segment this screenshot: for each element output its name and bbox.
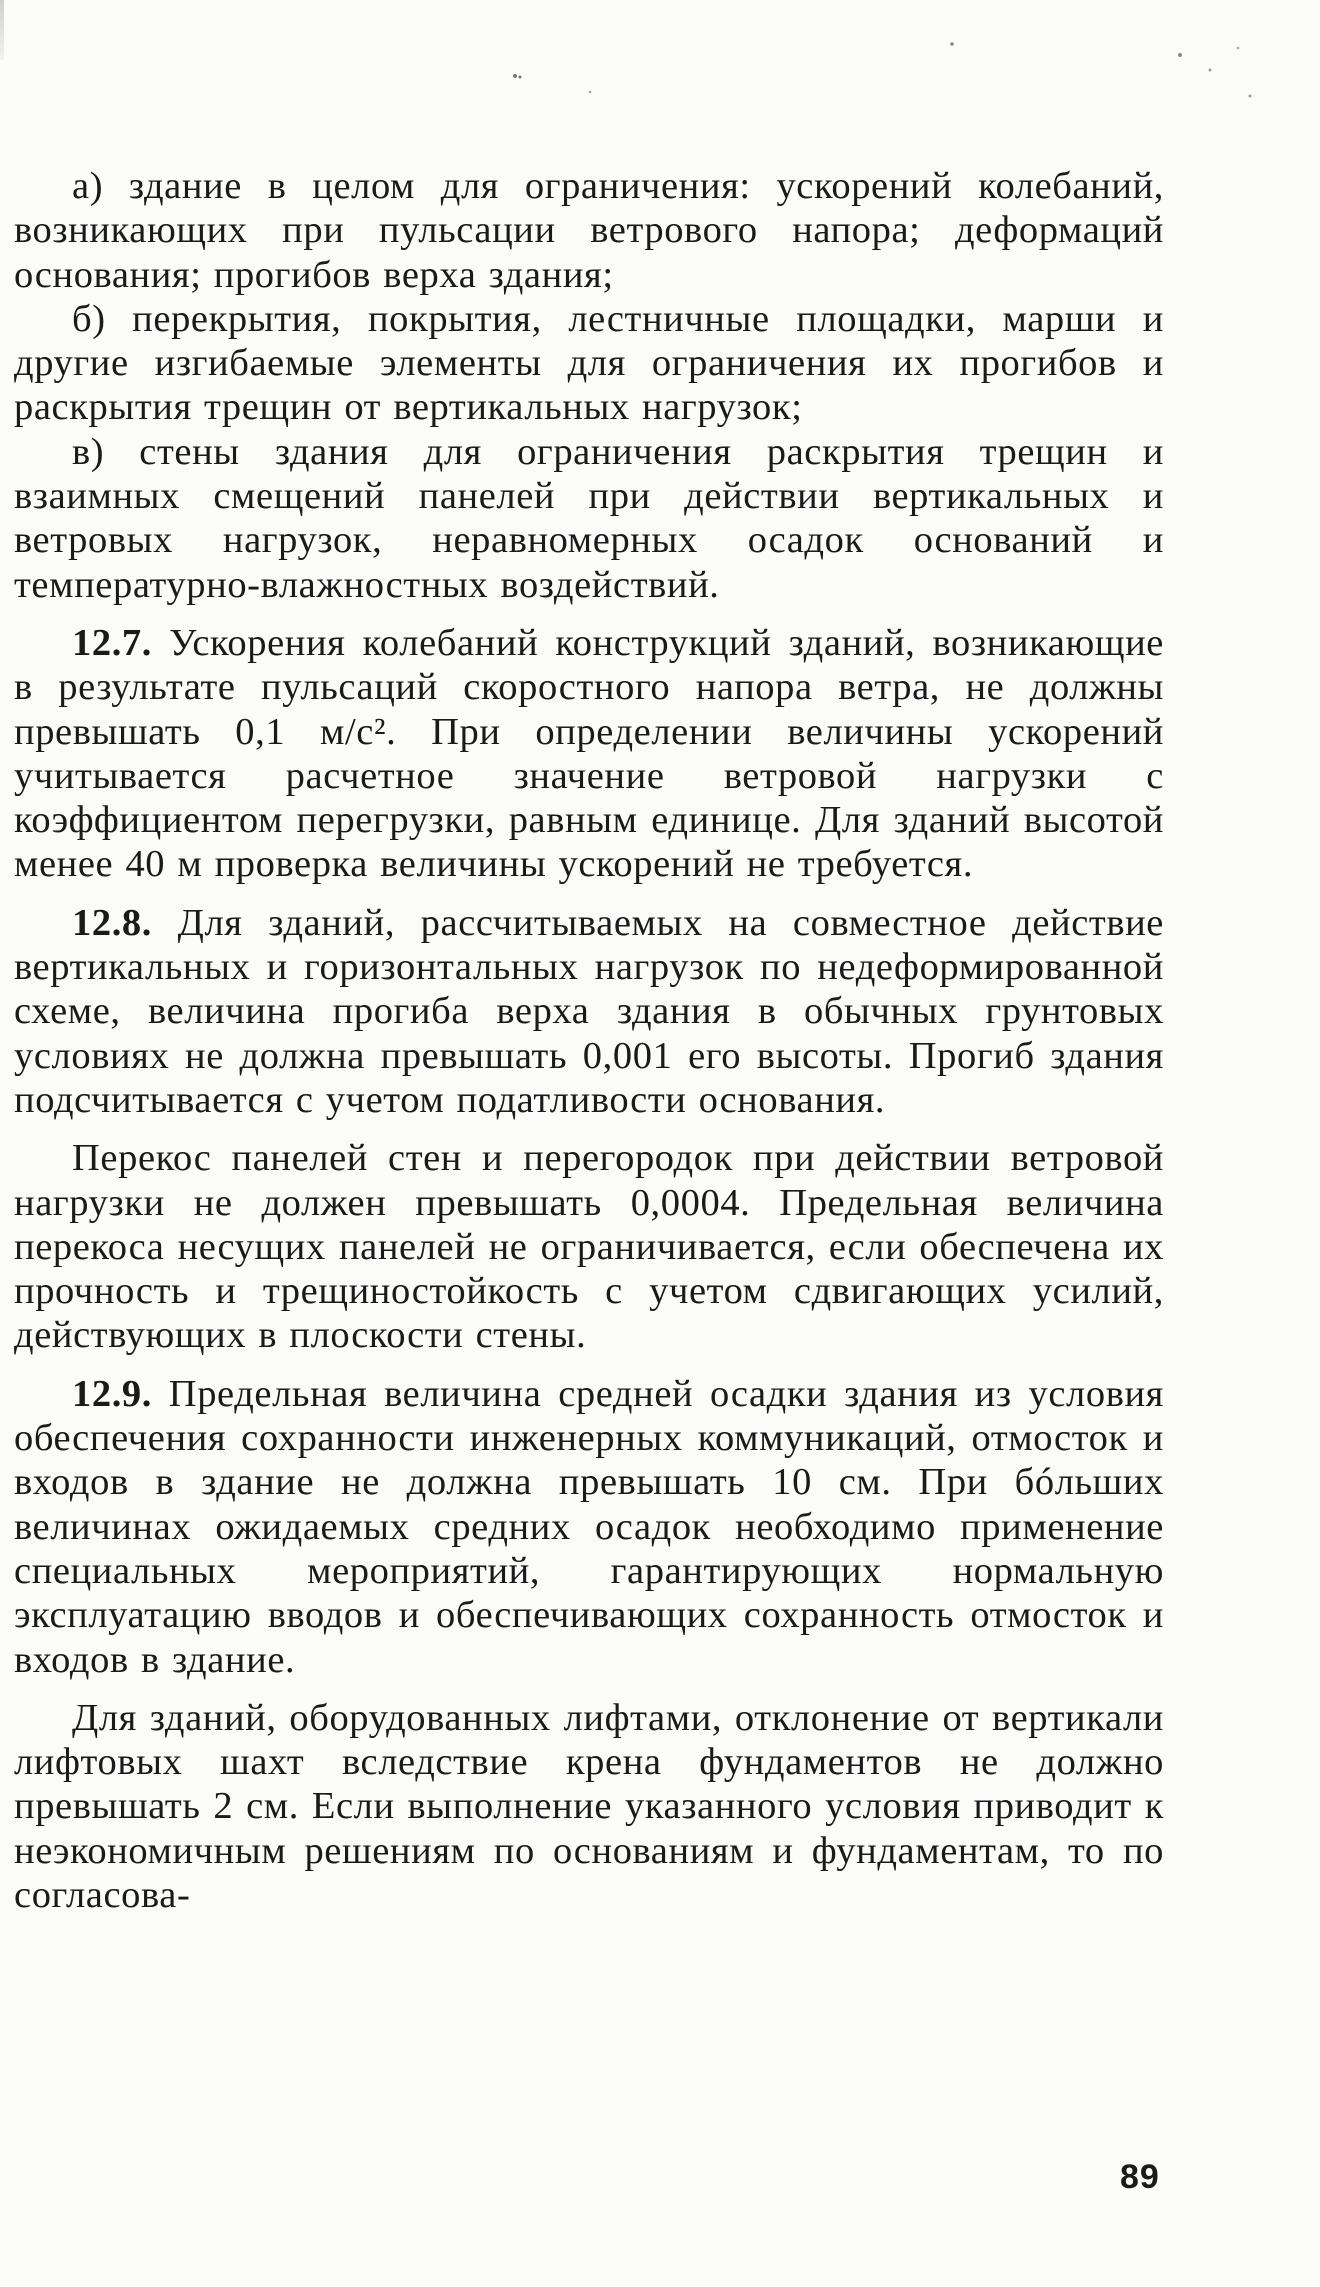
paragraph-a — [14, 164, 1164, 297]
paragraph-v — [14, 430, 1164, 607]
section-number: 12.7. — [72, 621, 152, 664]
paragraph-text: в) стены здания для ограничения раскрытия трещин и взаимных смещений панелей при действии вертикальных и ветровых нагрузок, неравномерных осадок оснований и температурно-влажностных воздействий. — [14, 430, 1164, 606]
paragraph-skew — [14, 1136, 1164, 1357]
paragraph-text: Для зданий, рассчитываемых на совместное действие вертикальных и горизонтальных нагрузок по недеформированной схеме, величина прогиба верха здания в обычных грунтовых условиях не должна превышать 0,001 его высоты. Прогиб здания подсчитывается с учетом податливости основания. — [14, 901, 1164, 1121]
paragraph-text: Для зданий, оборудованных лифтами, отклонение от вертикали лифтовых шахт вследствие крена фундаментов не должно превышать 2 см. Если выполнение указанного условия приводит к неэкономичным решениям по основаниям и фундаментам, то по согласова- — [14, 1696, 1164, 1916]
paragraph-lifts — [14, 1696, 1164, 1917]
scan-specks — [0, 0, 1320, 160]
paragraph-text: Предельная величина средней осадки здания из условия обеспечения сохранности инженерных коммуникаций, отмосток и входов в здание не должна превышать 10 см. При бóльших величинах ожидаемых средних осадок необходимо применение специальных мероприятий, гарантирующих нормальную эксплуатацию вводов и обеспечивающих сохранность отмосток и входов в здание. — [14, 1372, 1164, 1681]
paragraph-12-7 — [14, 621, 1164, 887]
text-column — [14, 164, 1164, 1917]
paragraph-12-8 — [14, 901, 1164, 1122]
paragraph-text: а) здание в целом для ограничения: ускорений колебаний, возникающих при пульсации ветрового напора; деформаций основания; прогибов верха здания; — [14, 165, 1164, 296]
paragraph-b — [14, 297, 1164, 430]
paragraph-text: Перекос панелей стен и перегородок при действии ветровой нагрузки не должен превышать 0,0004. Предельная величина перекоса несущих панелей не ограничивается, если обеспечена их прочность и трещиностойкость с учетом сдвигающих усилий, действующих в плоскости стены. — [14, 1137, 1164, 1357]
paragraph-text: б) перекрытия, покрытия, лестничные площадки, марши и другие изгибаемые элементы для ограничения их прогибов и раскрытия трещин от вертикальных нагрузок; — [14, 297, 1164, 429]
paragraph-12-9 — [14, 1372, 1164, 1682]
section-number: 12.9. — [72, 1372, 152, 1415]
paragraph-text: Ускорения колебаний конструкций зданий, возникающие в результате пульсаций скоростного напора ветра, не должны превышать 0,1 м/с². При определении величины ускорений учитывается расчетное значение ветровой нагрузки с коэффициентом перегрузки, равным единице. Для зданий высотой менее 40 м проверка величины ускорений не требуется. — [14, 621, 1164, 886]
page-number: 89 — [1120, 2158, 1160, 2196]
scan-edge-mark — [0, 0, 4, 60]
section-number: 12.8. — [72, 901, 152, 944]
